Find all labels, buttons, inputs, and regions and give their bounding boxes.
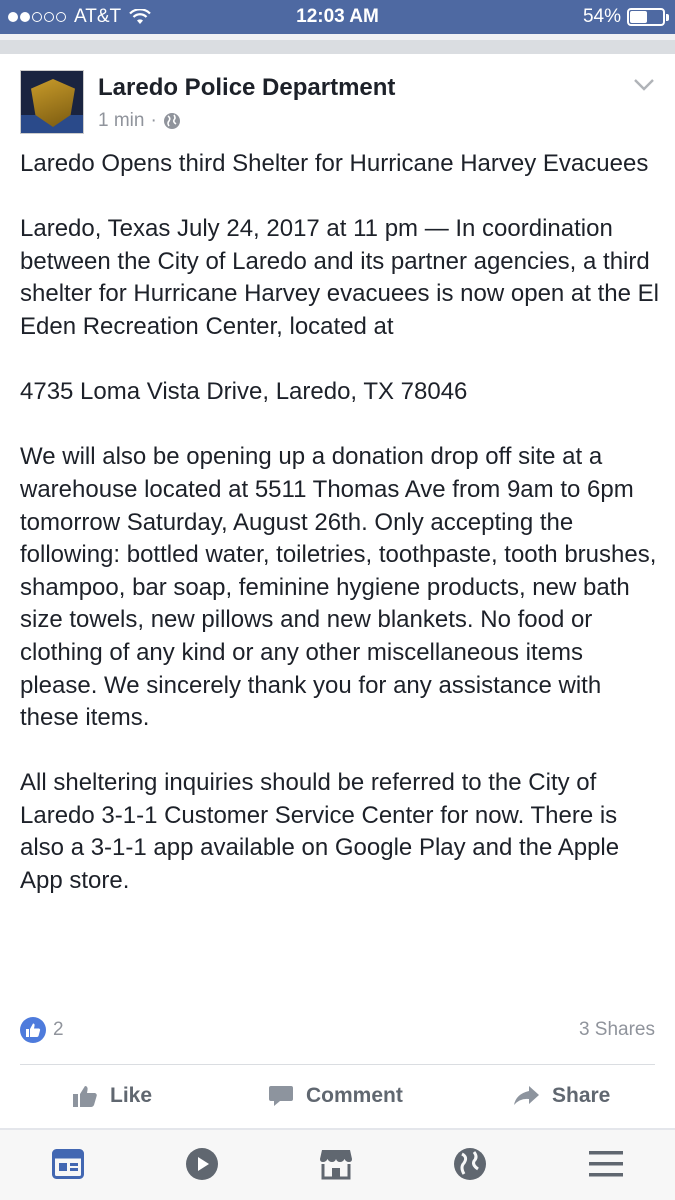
video-icon (185, 1147, 219, 1181)
like-button[interactable] (72, 1084, 152, 1108)
reactions-bar (20, 1016, 655, 1044)
post-timestamp[interactable]: 1 min (98, 110, 145, 131)
status-time: 12:03 AM (296, 6, 379, 27)
share-button-label: Share (552, 1084, 611, 1107)
page-name-link[interactable]: Laredo Police Department (98, 74, 396, 101)
meta-separator: · (150, 110, 157, 131)
share-arrow-icon (512, 1084, 540, 1108)
post-meta (98, 110, 181, 132)
marketplace-icon (319, 1148, 353, 1180)
chevron-down-icon[interactable] (633, 78, 655, 92)
notifications-globe-icon (453, 1147, 487, 1181)
comment-button[interactable] (268, 1084, 403, 1108)
status-right (583, 6, 665, 28)
post-header (0, 54, 675, 144)
action-divider (20, 1064, 655, 1065)
carrier-name: AT&T (74, 6, 122, 27)
page-avatar[interactable] (20, 70, 84, 134)
post-paragraph: Laredo, Texas July 24, 2017 at 11 pm — In coordination between the City of Laredo and its partner agencies, a third shelter for Hurricane Harvey evacuees is now open at the El Eden Recreation Center, located at (20, 215, 659, 340)
tab-notifications[interactable] (450, 1146, 490, 1182)
status-bar (0, 0, 675, 34)
battery-icon (627, 8, 665, 26)
feed-divider (0, 34, 675, 54)
like-count[interactable]: 2 (53, 1019, 64, 1040)
post-address: 4735 Loma Vista Drive, Laredo, TX 78046 (20, 378, 468, 406)
tab-news-feed[interactable] (48, 1146, 88, 1182)
tab-video[interactable] (182, 1146, 222, 1182)
battery-fill (630, 11, 647, 23)
comment-icon (268, 1084, 294, 1108)
news-feed-icon (52, 1149, 84, 1179)
globe-icon (163, 112, 181, 130)
post-text (20, 148, 660, 930)
comment-button-label: Comment (306, 1084, 403, 1107)
tab-menu[interactable] (586, 1146, 626, 1182)
battery-percent: 54% (582, 6, 621, 27)
share-button[interactable] (512, 1084, 610, 1108)
post-paragraph: All sheltering inquiries should be referred to the City of Laredo 3-1-1 Customer Service Center for now. There is also a 3-1-1 app available on Google Play and the Apple App store. (20, 769, 620, 895)
post-headline: Laredo Opens third Shelter for Hurricane Harvey Evacuees (20, 150, 649, 177)
like-button-label: Like (110, 1084, 153, 1107)
post-actions (0, 1078, 675, 1122)
thumbs-up-icon (72, 1084, 98, 1108)
post-paragraph: We will also be opening up a donation drop off site at a warehouse located at 5511 Thomas Ave from 9am to 6pm tomorrow Saturday, August 26th. Only accepting the following: bottled water, toiletries, toothpaste, tooth brushes, shampoo, bar soap, feminine hygiene products, new bath size towels, new pillows and new blankets. No food or clothing of any kind or any other miscellaneous items please. We sincerely thank you for any assistance with these items. (20, 443, 657, 732)
share-count[interactable]: 3 Shares (578, 1019, 655, 1040)
thumbs-up-icon (25, 1022, 41, 1038)
bottom-tab-bar (0, 1130, 675, 1200)
menu-icon (589, 1150, 623, 1178)
tab-marketplace[interactable] (316, 1146, 356, 1182)
like-reaction-icon[interactable] (20, 1017, 46, 1043)
